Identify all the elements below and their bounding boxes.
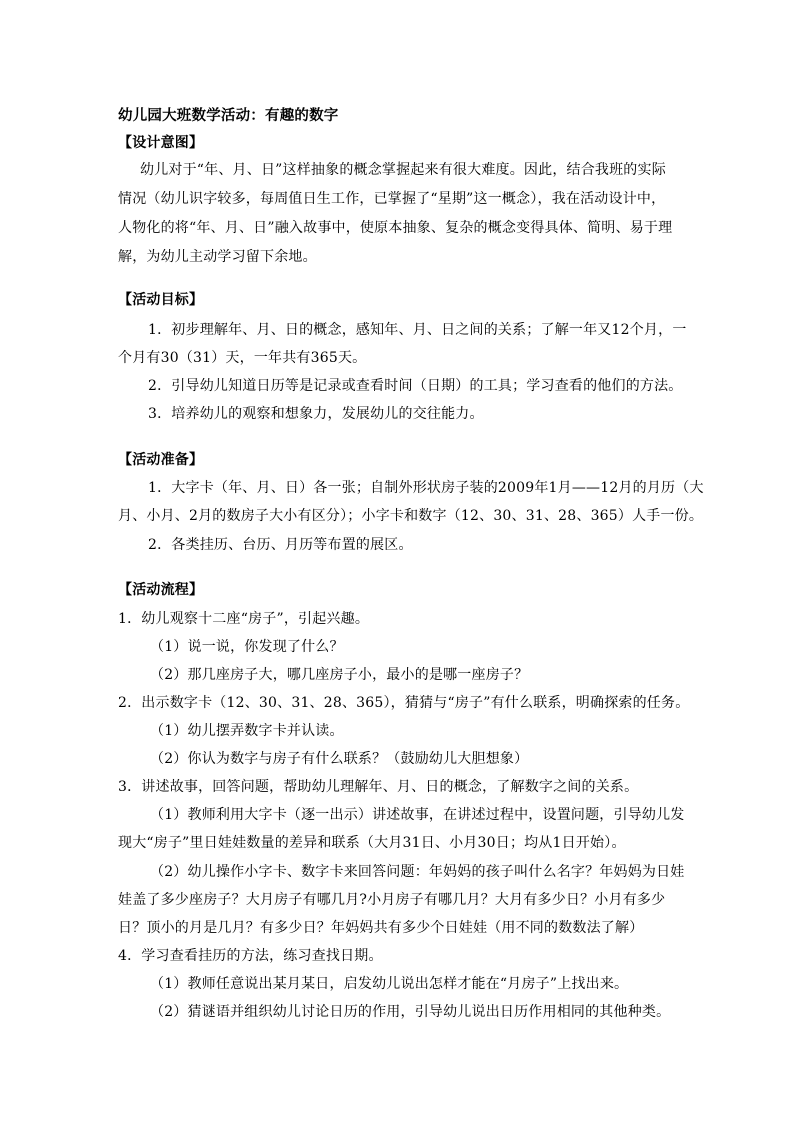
design-line: 幼儿对于“年、月、日”这样抽象的概念掌握起来有很大难度。因此，结合我班的实际	[140, 162, 666, 178]
design-line: 情况（幼儿识字较多，每周值日生工作，已掌握了“星期”这一概念），我在活动设计中，	[118, 191, 666, 207]
goals-line: 个月有30（31）天，一年共有365天。	[118, 350, 367, 366]
process-line: 日？顶小的月是几月？有多少日？年妈妈共有多少个日娃娃（用不同的数数法了解）	[118, 920, 644, 936]
process-line: （1）教师利用大字卡（逐一出示）讲述故事，在讲述过程中，设置问题，引导幼儿发	[150, 807, 685, 823]
process-line: （2）你认为数字与房子有什么联系？（鼓励幼儿大胆想象）	[150, 751, 529, 767]
goals-line: 2．引导幼儿知道日历等是记录或查看时间（日期）的工具；学习查看的他们的方法。	[148, 378, 683, 394]
process-line: （2）猜谜语并组织幼儿讨论日历的作用，引导幼儿说出日历作用相同的其他种类。	[150, 1004, 671, 1020]
process-line: （1）说一说，你发现了什么？	[150, 639, 344, 655]
process-line: 娃盖了多少座房子？大月房子有哪几月?小月房子有哪几月？大月有多少日？小月有多少	[118, 892, 666, 908]
process-line: 1．幼儿观察十二座“房子”，引起兴趣。	[118, 611, 370, 627]
goals-line: 1．初步理解年、月、日的概念，感知年、月、日之间的关系；了解一年又12个月，一	[148, 322, 687, 338]
prep-line: 1．大字卡（年、月、日）各一张；自制外形状房子装的2009年1月——12月的月历（大	[148, 480, 704, 496]
prep-line: 2．各类挂历、台历、月历等布置的展区。	[148, 537, 413, 553]
process-line: 3．讲述故事，回答问题，帮助幼儿理解年、月、日的概念，了解数字之间的关系。	[118, 779, 639, 795]
prep-heading: 【活动准备】	[118, 452, 204, 468]
process-line: （2）幼儿操作小字卡、数字卡来回答问题：年妈妈的孩子叫什么名字？年妈妈为日娃	[150, 864, 685, 880]
process-line: （2）那几座房子大，哪几座房子小，最小的是哪一座房子？	[150, 667, 529, 683]
prep-line: 月、小月、2月的数房子大小有区分）；小字卡和数字（12、30、31、28、365）人手一份。	[118, 508, 704, 524]
process-line: 4．学习查看挂历的方法，练习查找日期。	[118, 948, 383, 964]
goals-heading: 【活动目标】	[118, 292, 204, 308]
process-line: （1）教师任意说出某月某日，启发幼儿说出怎样才能在“月房子”上找出来。	[150, 976, 629, 992]
design-line: 解，为幼儿主动学习留下余地。	[118, 249, 317, 265]
design-heading: 【设计意图】	[118, 135, 204, 151]
process-line: 2．出示数字卡（12、30、31、28、365），猜猜与“房子”有什么联系，明确探索的任务。	[118, 695, 690, 711]
page-title: 幼儿园大班数学活动：有趣的数字	[118, 107, 339, 124]
design-line: 人物化的将“年、月、日”融入故事中，使原本抽象、复杂的概念变得具体、简明、易于理	[118, 220, 673, 236]
process-heading: 【活动流程】	[118, 582, 204, 598]
process-line: （1）幼儿摆弄数字卡并认读。	[150, 723, 344, 739]
goals-line: 3．培养幼儿的观察和想象力，发展幼儿的交往能力。	[148, 406, 484, 422]
process-line: 现大“房子”里日娃娃数量的差异和联系（大月31日、小月30日；均从1日开始）。	[118, 835, 626, 851]
